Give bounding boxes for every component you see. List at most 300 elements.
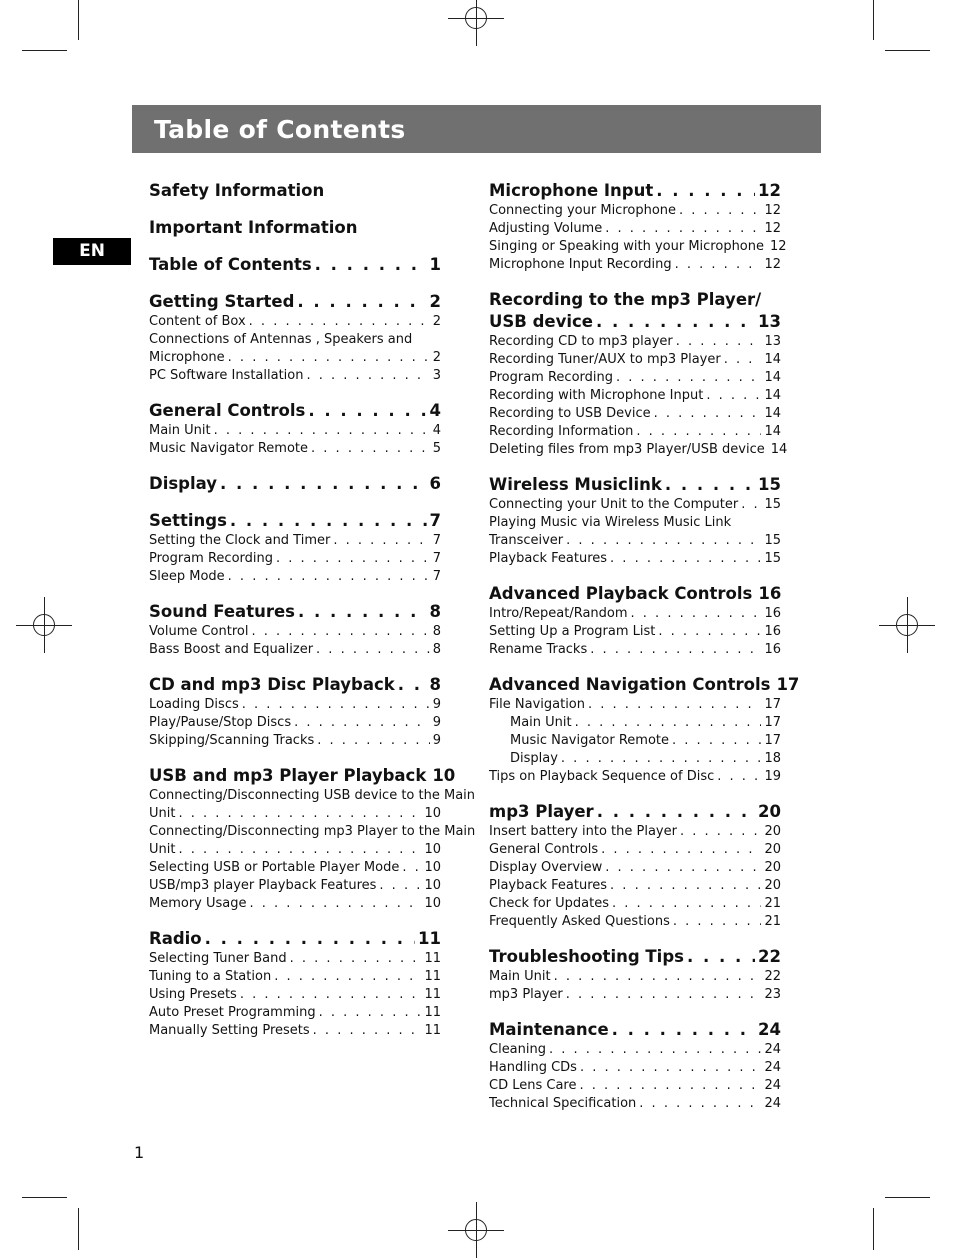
toc-section: [149, 180, 441, 202]
toc-heading-text: Maintenance: [489, 1020, 609, 1039]
toc-heading-page: 24: [758, 1020, 781, 1039]
toc-entry: [489, 605, 781, 623]
toc-entry: [489, 532, 781, 550]
toc-entry-page: 14: [764, 370, 781, 385]
toc-entry-text: Transceiver: [489, 533, 564, 548]
dot-leader: [679, 202, 761, 220]
toc-entry: [489, 1041, 781, 1059]
dot-leader: [566, 986, 762, 1004]
toc-entry-page: 11: [424, 951, 441, 966]
dot-leader: [687, 946, 755, 968]
toc-entry-text: Display Overview: [489, 860, 603, 875]
crop-mark: [885, 1197, 930, 1198]
dot-leader: [307, 367, 430, 385]
toc-entry-text: General Controls: [489, 842, 599, 857]
toc-entry-page: 17: [764, 715, 781, 730]
registration-mark-top: [448, 0, 504, 46]
toc-entry: [149, 805, 441, 823]
toc-entry-page: 15: [764, 497, 781, 512]
dot-leader: [612, 895, 761, 913]
toc-entry-text: Main Unit: [489, 969, 551, 984]
toc-entry: [489, 823, 781, 841]
toc-entry-text: Rename Tracks: [489, 642, 588, 657]
toc-section: [149, 765, 476, 913]
toc-entry-text: Sleep Mode: [149, 569, 225, 584]
toc-heading: [149, 674, 441, 696]
toc-entry-page: 12: [764, 203, 781, 218]
toc-heading-text: Radio: [149, 929, 202, 948]
toc-entry-page: 16: [764, 606, 781, 621]
toc-entry-text: Technical Specification: [489, 1096, 637, 1111]
toc-entry-text: Microphone Input Recording: [489, 257, 672, 272]
toc-entry: [149, 440, 441, 458]
crop-mark: [873, 0, 874, 40]
toc-heading-page: 6: [429, 474, 441, 493]
toc-entry: [149, 986, 441, 1004]
toc-heading-page: 11: [418, 929, 441, 948]
toc-entry-text: Skipping/Scanning Tracks: [149, 733, 315, 748]
toc-entry: [489, 859, 781, 877]
toc-heading: [149, 765, 456, 787]
toc-entry-page: 7: [432, 533, 441, 548]
toc-entry-page: 11: [424, 1005, 441, 1020]
toc-heading: [489, 801, 781, 823]
toc-entry-page: 11: [424, 969, 441, 984]
dot-leader: [379, 877, 421, 895]
toc-section: [489, 583, 781, 659]
toc-entry-page: 12: [770, 239, 787, 254]
dot-leader: [561, 750, 762, 768]
toc-entry: [489, 641, 781, 659]
toc-entry-text: Selecting USB or Portable Player Mode: [149, 860, 400, 875]
toc-entry-page: 10: [424, 806, 441, 821]
toc-entry-text: Music Navigator Remote: [510, 733, 670, 748]
toc-entry-page: 10: [424, 842, 441, 857]
toc-entry: [149, 1004, 441, 1022]
toc-heading-page: 1: [429, 255, 441, 274]
dot-leader: [717, 768, 761, 786]
toc-entry-text: Playback Features: [489, 878, 608, 893]
toc-entry-text: Connecting/Disconnecting USB device to the Main: [149, 788, 476, 803]
toc-entry: [489, 550, 781, 568]
toc-entry-page: 24: [764, 1078, 781, 1093]
toc-heading: [489, 583, 781, 605]
toc-heading: [149, 473, 441, 495]
title-bar: [132, 105, 821, 153]
toc-entry: [489, 913, 781, 931]
toc-heading-text: CD and mp3 Disc Playback: [149, 675, 395, 694]
dot-leader: [605, 220, 761, 238]
toc-entry-text: Using Presets: [149, 987, 237, 1002]
toc-entry: [489, 986, 781, 1004]
toc-section: [489, 946, 781, 1004]
page-title: Table of Contents: [154, 115, 406, 144]
toc-entry-page: 10: [424, 896, 441, 911]
toc-entry: [489, 202, 781, 220]
toc-entry: [149, 641, 441, 659]
toc-entry-text: Handling CDs: [489, 1060, 577, 1075]
toc-heading: [489, 311, 781, 333]
toc-entry: [489, 387, 781, 405]
dot-leader: [605, 859, 761, 877]
toc-entry-text: Cleaning: [489, 1042, 546, 1057]
dot-leader: [601, 841, 761, 859]
toc-entry-text: Main Unit: [510, 715, 572, 730]
dot-leader: [249, 313, 430, 331]
toc-heading-text: Settings: [149, 511, 227, 530]
toc-entry: [489, 441, 788, 459]
toc-heading-text: Advanced Playback Controls: [489, 584, 753, 603]
toc-entry-text: Deleting files from mp3 Player/USB device: [489, 442, 765, 457]
dot-leader: [639, 1095, 761, 1113]
registration-mark-left: [16, 597, 72, 653]
dot-leader: [724, 351, 762, 369]
toc-entry-page: 22: [764, 969, 781, 984]
toc-entry-page: 11: [424, 987, 441, 1002]
toc-section: [489, 474, 781, 568]
toc-entry-page: 9: [432, 697, 441, 712]
toc-entry: [489, 750, 781, 768]
dot-leader: [575, 714, 762, 732]
toc-entry: [149, 787, 476, 805]
dot-leader: [220, 473, 426, 495]
toc-heading: [149, 510, 441, 532]
toc-entry-text: Insert battery into the Player: [489, 824, 677, 839]
toc-entry-page: 15: [764, 533, 781, 548]
dot-leader: [290, 950, 422, 968]
dot-leader: [251, 623, 429, 641]
toc-entry: [489, 1095, 781, 1113]
toc-entry-page: 24: [764, 1042, 781, 1057]
toc-entry: [489, 256, 781, 274]
dot-leader: [612, 1019, 755, 1041]
toc-entry: [489, 1059, 781, 1077]
dot-leader: [673, 913, 762, 931]
toc-entry-text: Program Recording: [149, 551, 274, 566]
toc-heading: Recording to the mp3 Player/: [489, 290, 762, 309]
crop-mark: [885, 50, 930, 51]
toc-entry-page: 10: [424, 860, 441, 875]
toc-heading-page: 8: [429, 602, 441, 621]
toc-entry-page: 24: [764, 1060, 781, 1075]
toc-entry-text: Display: [510, 751, 558, 766]
toc-heading-page: 17: [776, 675, 800, 694]
toc-entry: [149, 313, 441, 331]
dot-leader: [706, 387, 761, 405]
dot-leader: [297, 291, 426, 313]
toc-entry-text: Recording CD to mp3 player: [489, 334, 673, 349]
toc-heading-page: 22: [758, 947, 781, 966]
crop-mark: [22, 1197, 67, 1198]
toc-entry-page: 20: [764, 824, 781, 839]
dot-leader: [317, 732, 429, 750]
toc-entry: [489, 496, 781, 514]
dot-leader: [402, 859, 421, 877]
toc-entry-page: 20: [764, 842, 781, 857]
toc-entry: [489, 514, 781, 532]
toc-entry: [149, 859, 441, 877]
dot-leader: [298, 601, 427, 623]
toc-heading-page: 2: [429, 292, 441, 311]
toc-entry: [149, 823, 476, 841]
toc-entry-text: Singing or Speaking with your Microphone: [489, 239, 764, 254]
toc-entry-text: Microphone: [149, 350, 225, 365]
toc-entry-text: PC Software Installation: [149, 368, 304, 383]
toc-entry: [489, 968, 781, 986]
toc-heading-page: 13: [758, 312, 781, 331]
dot-leader: [566, 532, 761, 550]
toc-entry: [489, 895, 781, 913]
toc-entry-page: 7: [432, 569, 441, 584]
toc-section: [149, 254, 441, 276]
toc-heading-text: Advanced Navigation Controls: [489, 675, 771, 694]
toc-entry: [489, 238, 787, 256]
dot-leader: [242, 696, 430, 714]
toc-entry-text: Connecting your Microphone: [489, 203, 677, 218]
toc-entry-page: 15: [764, 551, 781, 566]
toc-entry-text: mp3 Player: [489, 987, 563, 1002]
toc-section: [149, 510, 441, 586]
dot-leader: [654, 405, 762, 423]
toc-heading-text: USB and mp3 Player Playback: [149, 766, 427, 785]
toc-entry-text: Recording Tuner/AUX to mp3 Player: [489, 352, 721, 367]
dot-leader: [656, 180, 755, 202]
crop-mark: [78, 1208, 79, 1250]
dot-leader: [276, 550, 430, 568]
toc-entry: [489, 220, 781, 238]
toc-heading: [149, 928, 441, 950]
toc-entry-text: Recording with Microphone Input: [489, 388, 704, 403]
toc-heading-text: Important Information: [149, 218, 358, 237]
toc-heading: [149, 400, 441, 422]
toc-entry-text: Setting Up a Program List: [489, 624, 656, 639]
dot-leader: [205, 928, 415, 950]
toc-heading-page: 16: [758, 584, 782, 603]
dot-leader: [610, 550, 761, 568]
dot-leader: [658, 623, 761, 641]
toc-section: [149, 291, 441, 385]
toc-entry: [149, 623, 441, 641]
dot-leader: [610, 877, 761, 895]
toc-section: [149, 473, 441, 495]
toc-entry: [489, 768, 781, 786]
dot-leader: [294, 714, 430, 732]
toc-heading-text: Table of Contents: [149, 255, 312, 274]
toc-heading-page: 4: [429, 401, 441, 420]
toc-entry-page: 21: [764, 896, 781, 911]
dot-leader: [680, 823, 761, 841]
toc-entry-text: Recording to USB Device: [489, 406, 651, 421]
toc-entry-page: 21: [764, 914, 781, 929]
dot-leader: [228, 568, 430, 586]
language-tab: EN: [53, 238, 131, 265]
dot-leader: [311, 440, 430, 458]
dot-leader: [549, 1041, 761, 1059]
toc-entry-text: Memory Usage: [149, 896, 247, 911]
toc-entry-text: Tips on Playback Sequence of Disc: [489, 769, 715, 784]
toc-entry-page: 18: [764, 751, 781, 766]
dot-leader: [741, 496, 761, 514]
toc-entry: [489, 423, 781, 441]
toc-entry-text: Playing Music via Wireless Music Link: [489, 515, 732, 530]
toc-heading: [489, 474, 781, 496]
toc-section: [489, 180, 787, 274]
dot-leader: [398, 674, 427, 696]
toc-entry: [149, 841, 441, 859]
toc-entry-page: 14: [770, 442, 788, 457]
toc-entry-page: 24: [764, 1096, 781, 1111]
toc-entry-page: 12: [764, 221, 781, 236]
toc-section: [489, 289, 788, 459]
toc-entry-text: Bass Boost and Equalizer: [149, 642, 314, 657]
dot-leader: [554, 968, 762, 986]
toc-heading-page: 10: [432, 766, 456, 785]
dot-leader: [580, 1059, 762, 1077]
toc-entry-page: 9: [432, 733, 441, 748]
toc-entry: [149, 349, 441, 367]
toc-entry-text: Connecting/Disconnecting mp3 Player to the Main: [149, 824, 476, 839]
dot-leader: [590, 641, 761, 659]
dot-leader: [319, 1004, 422, 1022]
toc-entry-page: 9: [432, 715, 441, 730]
dot-leader: [228, 349, 430, 367]
toc-entry-text: Auto Preset Programming: [149, 1005, 316, 1020]
dot-leader: [596, 311, 755, 333]
toc-heading-page: 8: [429, 675, 441, 694]
toc-entry-page: 14: [764, 352, 781, 367]
toc-right-column: [489, 180, 800, 1128]
toc-entry-text: Playback Features: [489, 551, 608, 566]
toc-section: [489, 674, 800, 786]
dot-leader: [636, 423, 761, 441]
toc-entry-text: Music Navigator Remote: [149, 441, 309, 456]
toc-entry: [149, 714, 441, 732]
dot-leader: [616, 369, 761, 387]
toc-entry: [489, 623, 781, 641]
dot-leader: [214, 422, 430, 440]
toc-entry-text: Volume Control: [149, 624, 249, 639]
toc-entry: [149, 696, 441, 714]
dot-leader: [250, 895, 422, 913]
toc-entry-page: 3: [432, 368, 441, 383]
toc-entry-text: Recording Information: [489, 424, 634, 439]
toc-entry: [489, 841, 781, 859]
toc-entry-text: Program Recording: [489, 370, 614, 385]
toc-entry-text: Connections of Antennas , Speakers and: [149, 332, 413, 347]
toc-entry-text: USB/mp3 player Playback Features: [149, 878, 377, 893]
crop-mark: [873, 1208, 874, 1250]
toc-entry: [149, 532, 441, 550]
toc-entry-text: Intro/Repeat/Random: [489, 606, 628, 621]
dot-leader: [313, 1022, 422, 1040]
toc-section: [149, 217, 441, 239]
toc-entry: [489, 333, 781, 351]
toc-entry-page: 14: [764, 424, 781, 439]
toc-entry: [149, 568, 441, 586]
toc-entry-page: 16: [764, 642, 781, 657]
toc-heading-page: 15: [758, 475, 781, 494]
page-number: 1: [134, 1143, 145, 1162]
toc-entry-page: 8: [432, 642, 441, 657]
dot-leader: [315, 254, 427, 276]
toc-entry-text: Content of Box: [149, 314, 246, 329]
toc-section: [149, 674, 441, 750]
registration-mark-right: [879, 597, 935, 653]
toc-heading: [149, 180, 441, 202]
toc-entry-text: Manually Setting Presets: [149, 1023, 310, 1038]
toc-heading: [489, 180, 781, 202]
toc-heading-text: Getting Started: [149, 292, 295, 311]
toc-entry: [149, 895, 441, 913]
dot-leader: [333, 532, 429, 550]
toc-entry-text: Unit: [149, 806, 176, 821]
toc-entry-text: Main Unit: [149, 423, 211, 438]
dot-leader: [588, 696, 761, 714]
dot-leader: [316, 641, 430, 659]
toc-entry-page: 8: [432, 624, 441, 639]
dot-leader: [308, 400, 426, 422]
toc-entry-page: 17: [764, 697, 781, 712]
toc-heading-text: Safety Information: [149, 181, 325, 200]
toc-heading: [149, 601, 441, 623]
toc-entry-text: Selecting Tuner Band: [149, 951, 287, 966]
toc-entry-page: 12: [764, 257, 781, 272]
toc-heading-text: General Controls: [149, 401, 306, 420]
dot-leader: [676, 333, 762, 351]
toc-entry-page: 20: [764, 860, 781, 875]
toc-entry-page: 4: [432, 423, 441, 438]
toc-section: [149, 400, 441, 458]
toc-section: [489, 1019, 781, 1113]
toc-entry: [149, 550, 441, 568]
dot-leader: [675, 256, 762, 274]
toc-entry-text: Check for Updates: [489, 896, 609, 911]
toc-heading-text: USB device: [489, 312, 593, 331]
toc-entry-text: CD Lens Care: [489, 1078, 577, 1093]
toc-entry-page: 16: [764, 624, 781, 639]
toc-heading-page: 7: [429, 511, 441, 530]
toc-heading: [489, 946, 781, 968]
toc-heading-page: 12: [758, 181, 781, 200]
toc-entry-page: 14: [764, 388, 781, 403]
toc-entry: [489, 877, 781, 895]
toc-heading: [149, 217, 441, 239]
toc-entry: [149, 367, 441, 385]
toc-left-column: [149, 180, 476, 1055]
toc-entry-page: 17: [764, 733, 781, 748]
toc-entry-text: Frequently Asked Questions: [489, 914, 670, 929]
toc-entry: [149, 422, 441, 440]
dot-leader: [230, 510, 427, 532]
toc-entry-page: 7: [432, 551, 441, 566]
toc-entry: [489, 351, 781, 369]
toc-entry-text: Adjusting Volume: [489, 221, 603, 236]
dot-leader: [597, 801, 755, 823]
toc-entry-page: 5: [432, 441, 441, 456]
dot-leader: [178, 805, 421, 823]
toc-section: [489, 801, 781, 931]
toc-entry: [149, 331, 441, 349]
toc-entry: [149, 1022, 441, 1040]
toc-entry-text: File Navigation: [489, 697, 586, 712]
dot-leader: [178, 841, 421, 859]
toc-entry-page: 20: [764, 878, 781, 893]
toc-entry-text: Loading Discs: [149, 697, 239, 712]
dot-leader: [631, 605, 762, 623]
toc-entry-text: Unit: [149, 842, 176, 857]
crop-mark: [22, 50, 67, 51]
crop-mark: [78, 0, 79, 40]
